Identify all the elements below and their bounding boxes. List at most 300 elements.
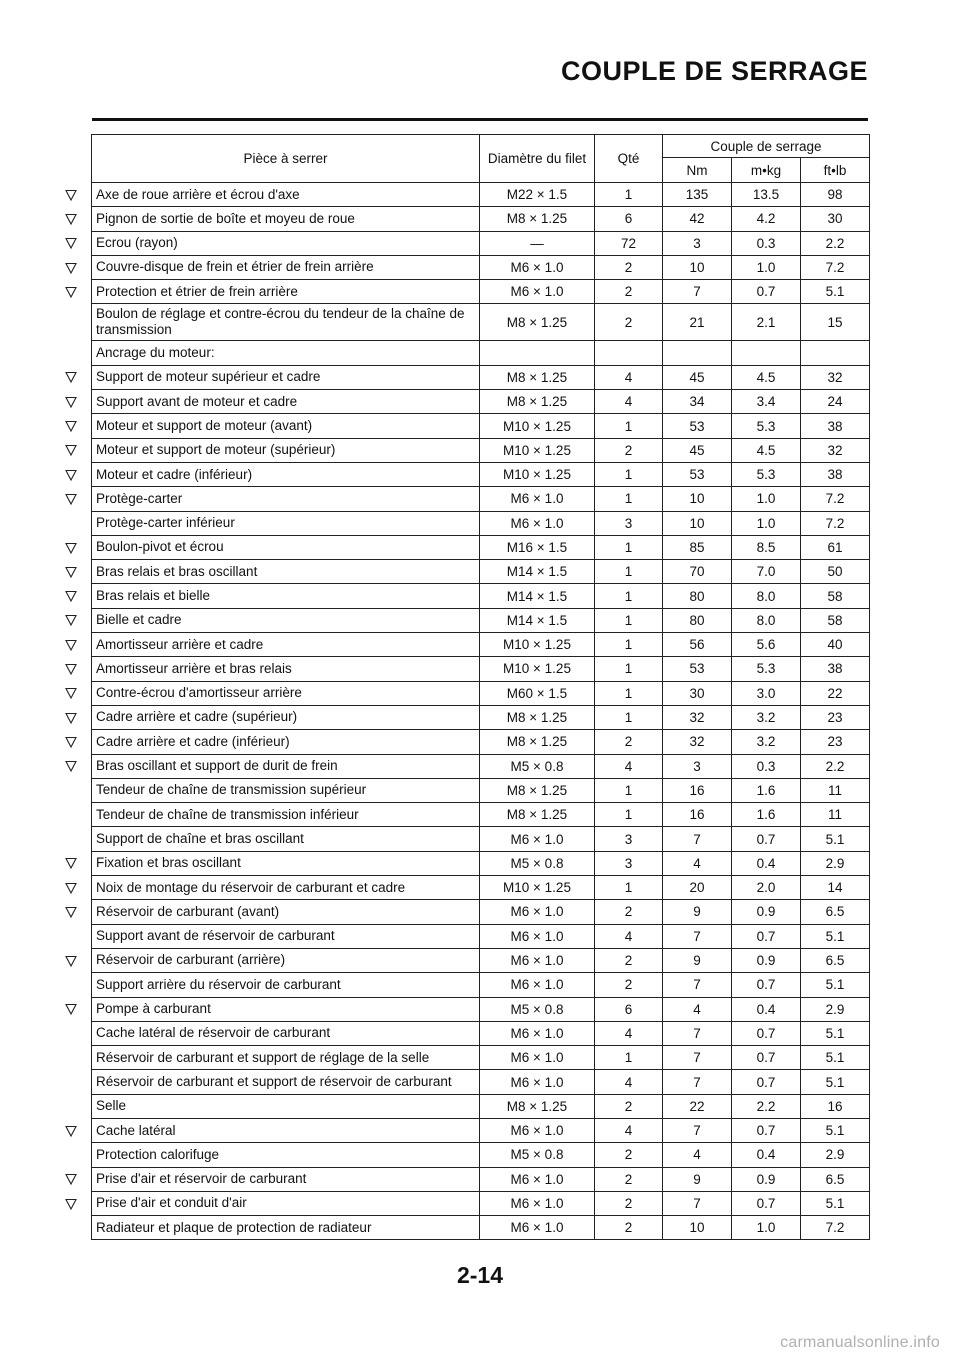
thread-cell: M14 × 1.5 xyxy=(480,584,595,608)
nm-cell: 20 xyxy=(663,876,732,900)
part-label: Tendeur de chaîne de transmission inférieur xyxy=(96,806,359,822)
thread-cell: M6 × 1.0 xyxy=(480,1191,595,1215)
qty-cell: 2 xyxy=(595,304,663,341)
mkg-cell: 0.7 xyxy=(732,973,801,997)
thread-cell: M5 × 0.8 xyxy=(480,997,595,1021)
nm-cell: 85 xyxy=(663,535,732,559)
table-row xyxy=(92,1118,870,1142)
table-row xyxy=(92,1143,870,1167)
nm-cell: 53 xyxy=(663,657,732,681)
ftlb-cell: 7.2 xyxy=(801,255,870,279)
part-cell xyxy=(92,924,480,948)
ftlb-cell: 58 xyxy=(801,608,870,632)
qty-cell: 1 xyxy=(595,681,663,705)
table-row xyxy=(92,681,870,705)
qty-cell: 2 xyxy=(595,1143,663,1167)
qty-cell: 2 xyxy=(595,900,663,924)
thread-cell: M5 × 0.8 xyxy=(480,851,595,875)
triangle-mark-icon xyxy=(65,687,77,699)
ftlb-cell: 11 xyxy=(801,778,870,802)
mkg-cell: 5.3 xyxy=(732,414,801,438)
ftlb-cell: 23 xyxy=(801,705,870,729)
part-cell xyxy=(92,207,480,231)
part-cell xyxy=(92,1216,480,1240)
qty-cell: 72 xyxy=(595,231,663,255)
triangle-mark-icon xyxy=(65,189,77,201)
thread-cell: M14 × 1.5 xyxy=(480,560,595,584)
qty-cell: 2 xyxy=(595,730,663,754)
table-row xyxy=(92,535,870,559)
triangle-mark-icon xyxy=(65,1198,77,1210)
triangle-mark-icon xyxy=(65,542,77,554)
nm-cell: 7 xyxy=(663,924,732,948)
part-label: Axe de roue arrière et écrou d'axe xyxy=(96,186,300,202)
part-label: Pompe à carburant xyxy=(96,1001,211,1017)
part-label: Ancrage du moteur: xyxy=(96,345,215,361)
mkg-cell: 2.1 xyxy=(732,304,801,341)
table-row xyxy=(92,608,870,632)
part-label: Bielle et cadre xyxy=(96,612,182,628)
qty-cell: 3 xyxy=(595,827,663,851)
part-label: Prise d'air et réservoir de carburant xyxy=(96,1171,307,1187)
part-cell xyxy=(92,948,480,972)
qty-cell: 1 xyxy=(595,657,663,681)
ftlb-cell: 7.2 xyxy=(801,1216,870,1240)
nm-cell: 4 xyxy=(663,997,732,1021)
thread-cell: — xyxy=(480,231,595,255)
table-row xyxy=(92,280,870,304)
nm-cell: 80 xyxy=(663,608,732,632)
ftlb-cell: 2.2 xyxy=(801,231,870,255)
part-label: Bras oscillant et support de durit de frein xyxy=(96,758,338,774)
table-row xyxy=(92,560,870,584)
triangle-mark-icon xyxy=(65,444,77,456)
table-row xyxy=(92,657,870,681)
qty-cell: 1 xyxy=(595,462,663,486)
part-label: Cache latéral xyxy=(96,1122,176,1138)
thread-cell: M6 × 1.0 xyxy=(480,973,595,997)
header-part: Pièce à serrer xyxy=(92,135,480,183)
part-cell xyxy=(92,414,480,438)
part-cell xyxy=(92,754,480,778)
part-label: Réservoir de carburant (arrière) xyxy=(96,952,286,968)
nm-cell: 7 xyxy=(663,1191,732,1215)
mkg-cell: 0.4 xyxy=(732,1143,801,1167)
part-cell xyxy=(92,1046,480,1070)
nm-cell: 9 xyxy=(663,948,732,972)
ftlb-cell: 5.1 xyxy=(801,1046,870,1070)
table-row xyxy=(92,730,870,754)
nm-cell: 7 xyxy=(663,280,732,304)
ftlb-cell: 5.1 xyxy=(801,280,870,304)
part-cell xyxy=(92,633,480,657)
table-row xyxy=(92,487,870,511)
mkg-cell: 0.9 xyxy=(732,900,801,924)
ftlb-cell: 32 xyxy=(801,365,870,389)
part-label: Radiateur et plaque de protection de radiateur xyxy=(96,1219,372,1235)
ftlb-cell: 32 xyxy=(801,438,870,462)
thread-cell: M8 × 1.25 xyxy=(480,803,595,827)
triangle-mark-icon xyxy=(65,213,77,225)
qty-cell: 1 xyxy=(595,414,663,438)
nm-cell: 7 xyxy=(663,1046,732,1070)
part-label: Cadre arrière et cadre (inférieur) xyxy=(96,733,290,749)
part-label: Bras relais et bras oscillant xyxy=(96,563,258,579)
thread-cell: M6 × 1.0 xyxy=(480,827,595,851)
watermark: carmanualsonline.info xyxy=(780,1334,940,1351)
part-label: Fixation et bras oscillant xyxy=(96,855,241,871)
qty-cell: 6 xyxy=(595,207,663,231)
part-cell xyxy=(92,280,480,304)
qty-cell: 1 xyxy=(595,803,663,827)
table-row xyxy=(92,1021,870,1045)
part-label: Réservoir de carburant et support de réglage de la selle xyxy=(96,1049,430,1065)
torque-table-body xyxy=(92,183,870,1240)
triangle-mark-icon xyxy=(65,1173,77,1185)
mkg-cell: 5.3 xyxy=(732,462,801,486)
part-cell xyxy=(92,730,480,754)
ftlb-cell: 2.9 xyxy=(801,851,870,875)
table-row xyxy=(92,924,870,948)
table-row xyxy=(92,754,870,778)
part-cell xyxy=(92,778,480,802)
thread-cell: M6 × 1.0 xyxy=(480,255,595,279)
thread-cell: M10 × 1.25 xyxy=(480,462,595,486)
page-number: 2-14 xyxy=(456,1262,504,1288)
table-row xyxy=(92,1070,870,1094)
qty-cell: 1 xyxy=(595,584,663,608)
part-cell xyxy=(92,535,480,559)
thread-cell: M60 × 1.5 xyxy=(480,681,595,705)
part-cell xyxy=(92,876,480,900)
qty-cell: 4 xyxy=(595,1070,663,1094)
thread-cell: M16 × 1.5 xyxy=(480,535,595,559)
part-cell xyxy=(92,462,480,486)
table-row xyxy=(92,207,870,231)
table-row xyxy=(92,304,870,341)
qty-cell: 4 xyxy=(595,365,663,389)
thread-cell: M8 × 1.25 xyxy=(480,1094,595,1118)
thread-cell: M8 × 1.25 xyxy=(480,705,595,729)
mkg-cell: 2.0 xyxy=(732,876,801,900)
mkg-cell: 0.4 xyxy=(732,851,801,875)
nm-cell: 45 xyxy=(663,365,732,389)
part-cell xyxy=(92,1143,480,1167)
thread-cell: M5 × 0.8 xyxy=(480,1143,595,1167)
thread-cell xyxy=(480,341,595,365)
qty-cell: 4 xyxy=(595,924,663,948)
part-cell xyxy=(92,560,480,584)
qty-cell: 4 xyxy=(595,390,663,414)
part-label: Cache latéral de réservoir de carburant xyxy=(96,1025,331,1041)
qty-cell: 2 xyxy=(595,255,663,279)
nm-cell: 7 xyxy=(663,1118,732,1142)
part-label: Prise d'air et conduit d'air xyxy=(96,1195,247,1211)
thread-cell: M10 × 1.25 xyxy=(480,633,595,657)
mkg-cell: 0.7 xyxy=(732,1118,801,1142)
qty-cell: 2 xyxy=(595,948,663,972)
qty-cell: 3 xyxy=(595,511,663,535)
header-mkg: m•kg xyxy=(732,158,801,183)
mkg-cell: 3.0 xyxy=(732,681,801,705)
triangle-mark-icon xyxy=(65,906,77,918)
thread-cell: M10 × 1.25 xyxy=(480,438,595,462)
ftlb-cell: 38 xyxy=(801,657,870,681)
mkg-cell: 0.7 xyxy=(732,1021,801,1045)
table-row xyxy=(92,438,870,462)
nm-cell: 9 xyxy=(663,1167,732,1191)
qty-cell: 2 xyxy=(595,973,663,997)
nm-cell: 16 xyxy=(663,778,732,802)
ftlb-cell: 15 xyxy=(801,304,870,341)
part-label: Cadre arrière et cadre (supérieur) xyxy=(96,709,298,725)
mkg-cell: 0.7 xyxy=(732,1070,801,1094)
part-cell xyxy=(92,1167,480,1191)
table-row xyxy=(92,876,870,900)
mkg-cell: 0.7 xyxy=(732,827,801,851)
header-thread: Diamètre du filet xyxy=(480,135,595,183)
ftlb-cell: 5.1 xyxy=(801,924,870,948)
mkg-cell xyxy=(732,341,801,365)
mkg-cell: 5.6 xyxy=(732,633,801,657)
ftlb-cell: 16 xyxy=(801,1094,870,1118)
thread-cell: M6 × 1.0 xyxy=(480,1118,595,1142)
table-row xyxy=(92,803,870,827)
part-cell xyxy=(92,997,480,1021)
table-row xyxy=(92,778,870,802)
ftlb-cell: 7.2 xyxy=(801,511,870,535)
part-cell xyxy=(92,584,480,608)
nm-cell: 21 xyxy=(663,304,732,341)
ftlb-cell: 5.1 xyxy=(801,827,870,851)
triangle-mark-icon xyxy=(65,396,77,408)
part-label: Moteur et support de moteur (supérieur) xyxy=(96,442,336,458)
part-cell xyxy=(92,231,480,255)
part-label: Boulon de réglage et contre-écrou du tendeur de la chaîne de transmission xyxy=(96,306,465,338)
part-label: Protège-carter xyxy=(96,490,183,506)
qty-cell: 1 xyxy=(595,608,663,632)
nm-cell: 22 xyxy=(663,1094,732,1118)
part-label: Selle xyxy=(96,1098,127,1114)
triangle-mark-icon xyxy=(65,469,77,481)
table-row xyxy=(92,997,870,1021)
nm-cell: 7 xyxy=(663,1070,732,1094)
nm-cell: 34 xyxy=(663,390,732,414)
qty-cell: 4 xyxy=(595,1118,663,1142)
nm-cell: 53 xyxy=(663,414,732,438)
thread-cell: M6 × 1.0 xyxy=(480,1167,595,1191)
nm-cell: 80 xyxy=(663,584,732,608)
ftlb-cell: 5.1 xyxy=(801,1191,870,1215)
qty-cell: 4 xyxy=(595,1021,663,1045)
thread-cell: M8 × 1.25 xyxy=(480,207,595,231)
part-cell xyxy=(92,1191,480,1215)
mkg-cell: 1.0 xyxy=(732,255,801,279)
ftlb-cell: 38 xyxy=(801,462,870,486)
ftlb-cell: 24 xyxy=(801,390,870,414)
triangle-mark-icon xyxy=(65,590,77,602)
mkg-cell: 1.0 xyxy=(732,487,801,511)
part-cell xyxy=(92,827,480,851)
part-cell xyxy=(92,487,480,511)
ftlb-cell: 50 xyxy=(801,560,870,584)
qty-cell: 3 xyxy=(595,851,663,875)
thread-cell: M6 × 1.0 xyxy=(480,924,595,948)
page-title: COUPLE DE SERRAGE xyxy=(560,56,868,86)
mkg-cell: 13.5 xyxy=(732,183,801,207)
thread-cell: M6 × 1.0 xyxy=(480,1070,595,1094)
nm-cell: 42 xyxy=(663,207,732,231)
mkg-cell: 0.3 xyxy=(732,231,801,255)
triangle-mark-icon xyxy=(65,420,77,432)
ftlb-cell: 22 xyxy=(801,681,870,705)
mkg-cell: 1.0 xyxy=(732,1216,801,1240)
mkg-cell: 0.9 xyxy=(732,1167,801,1191)
table-row xyxy=(92,705,870,729)
table-row xyxy=(92,341,870,365)
ftlb-cell: 6.5 xyxy=(801,948,870,972)
triangle-mark-icon xyxy=(65,639,77,651)
triangle-mark-icon xyxy=(65,955,77,967)
triangle-mark-icon xyxy=(65,1125,77,1137)
thread-cell: M8 × 1.25 xyxy=(480,390,595,414)
table-row xyxy=(92,511,870,535)
qty-cell: 2 xyxy=(595,438,663,462)
qty-cell: 1 xyxy=(595,633,663,657)
nm-cell: 32 xyxy=(663,730,732,754)
part-cell xyxy=(92,255,480,279)
table-row xyxy=(92,827,870,851)
ftlb-cell: 30 xyxy=(801,207,870,231)
part-cell xyxy=(92,681,480,705)
part-cell xyxy=(92,705,480,729)
nm-cell: 4 xyxy=(663,851,732,875)
nm-cell: 10 xyxy=(663,487,732,511)
mkg-cell: 3.2 xyxy=(732,705,801,729)
nm-cell: 56 xyxy=(663,633,732,657)
mkg-cell: 2.2 xyxy=(732,1094,801,1118)
nm-cell: 3 xyxy=(663,754,732,778)
part-cell xyxy=(92,390,480,414)
ftlb-cell: 2.2 xyxy=(801,754,870,778)
mkg-cell: 4.2 xyxy=(732,207,801,231)
mkg-cell: 0.7 xyxy=(732,1191,801,1215)
ftlb-cell: 11 xyxy=(801,803,870,827)
table-row xyxy=(92,633,870,657)
nm-cell: 7 xyxy=(663,973,732,997)
part-label: Support avant de moteur et cadre xyxy=(96,393,298,409)
part-label: Tendeur de chaîne de transmission supérieur xyxy=(96,782,367,798)
ftlb-cell: 14 xyxy=(801,876,870,900)
qty-cell: 6 xyxy=(595,997,663,1021)
part-label: Réservoir de carburant et support de réservoir de carburant xyxy=(96,1073,452,1089)
nm-cell: 7 xyxy=(663,827,732,851)
mkg-cell: 1.0 xyxy=(732,511,801,535)
table-row xyxy=(92,462,870,486)
qty-cell: 1 xyxy=(595,778,663,802)
mkg-cell: 1.6 xyxy=(732,778,801,802)
triangle-mark-icon xyxy=(65,712,77,724)
nm-cell: 7 xyxy=(663,1021,732,1045)
thread-cell: M6 × 1.0 xyxy=(480,1216,595,1240)
mkg-cell: 4.5 xyxy=(732,365,801,389)
part-label: Boulon-pivot et écrou xyxy=(96,539,224,555)
mkg-cell: 1.6 xyxy=(732,803,801,827)
table-row xyxy=(92,1046,870,1070)
triangle-mark-icon xyxy=(65,736,77,748)
triangle-mark-icon xyxy=(65,760,77,772)
ftlb-cell: 5.1 xyxy=(801,973,870,997)
thread-cell: M10 × 1.25 xyxy=(480,876,595,900)
thread-cell: M10 × 1.25 xyxy=(480,657,595,681)
part-label: Réservoir de carburant (avant) xyxy=(96,903,280,919)
torque-table xyxy=(91,134,870,1240)
table-row xyxy=(92,584,870,608)
table-row xyxy=(92,1216,870,1240)
nm-cell: 70 xyxy=(663,560,732,584)
part-label: Moteur et cadre (inférieur) xyxy=(96,466,253,482)
mkg-cell: 5.3 xyxy=(732,657,801,681)
thread-cell: M6 × 1.0 xyxy=(480,280,595,304)
ftlb-cell: 6.5 xyxy=(801,900,870,924)
nm-cell: 3 xyxy=(663,231,732,255)
qty-cell: 2 xyxy=(595,1094,663,1118)
mkg-cell: 3.2 xyxy=(732,730,801,754)
thread-cell: M6 × 1.0 xyxy=(480,1021,595,1045)
part-label: Support arrière du réservoir de carburant xyxy=(96,976,341,992)
thread-cell: M8 × 1.25 xyxy=(480,365,595,389)
part-cell xyxy=(92,365,480,389)
triangle-mark-icon xyxy=(65,493,77,505)
part-label: Amortisseur arrière et cadre xyxy=(96,636,264,652)
part-label: Protection calorifuge xyxy=(96,1146,220,1162)
qty-cell: 1 xyxy=(595,560,663,584)
thread-cell: M6 × 1.0 xyxy=(480,511,595,535)
part-label: Contre-écrou d'amortisseur arrière xyxy=(96,685,302,701)
ftlb-cell: 23 xyxy=(801,730,870,754)
part-cell xyxy=(92,304,480,341)
table-row xyxy=(92,851,870,875)
mkg-cell: 3.4 xyxy=(732,390,801,414)
nm-cell: 135 xyxy=(663,183,732,207)
table-row xyxy=(92,1191,870,1215)
part-label: Moteur et support de moteur (avant) xyxy=(96,417,313,433)
qty-cell: 2 xyxy=(595,1191,663,1215)
qty-cell: 1 xyxy=(595,183,663,207)
nm-cell: 30 xyxy=(663,681,732,705)
thread-cell: M6 × 1.0 xyxy=(480,900,595,924)
part-cell xyxy=(92,183,480,207)
qty-cell: 2 xyxy=(595,1167,663,1191)
thread-cell: M8 × 1.25 xyxy=(480,304,595,341)
table-row xyxy=(92,1094,870,1118)
nm-cell: 32 xyxy=(663,705,732,729)
thread-cell: M6 × 1.0 xyxy=(480,948,595,972)
nm-cell: 16 xyxy=(663,803,732,827)
thread-cell: M8 × 1.25 xyxy=(480,730,595,754)
part-label: Support de moteur supérieur et cadre xyxy=(96,369,321,385)
part-cell xyxy=(92,608,480,632)
header-torque: Couple de serrage xyxy=(663,135,870,158)
nm-cell: 10 xyxy=(663,511,732,535)
part-cell xyxy=(92,851,480,875)
nm-cell xyxy=(663,341,732,365)
qty-cell: 2 xyxy=(595,280,663,304)
part-cell xyxy=(92,1118,480,1142)
qty-cell: 1 xyxy=(595,705,663,729)
ftlb-cell: 58 xyxy=(801,584,870,608)
mkg-cell: 0.7 xyxy=(732,1046,801,1070)
